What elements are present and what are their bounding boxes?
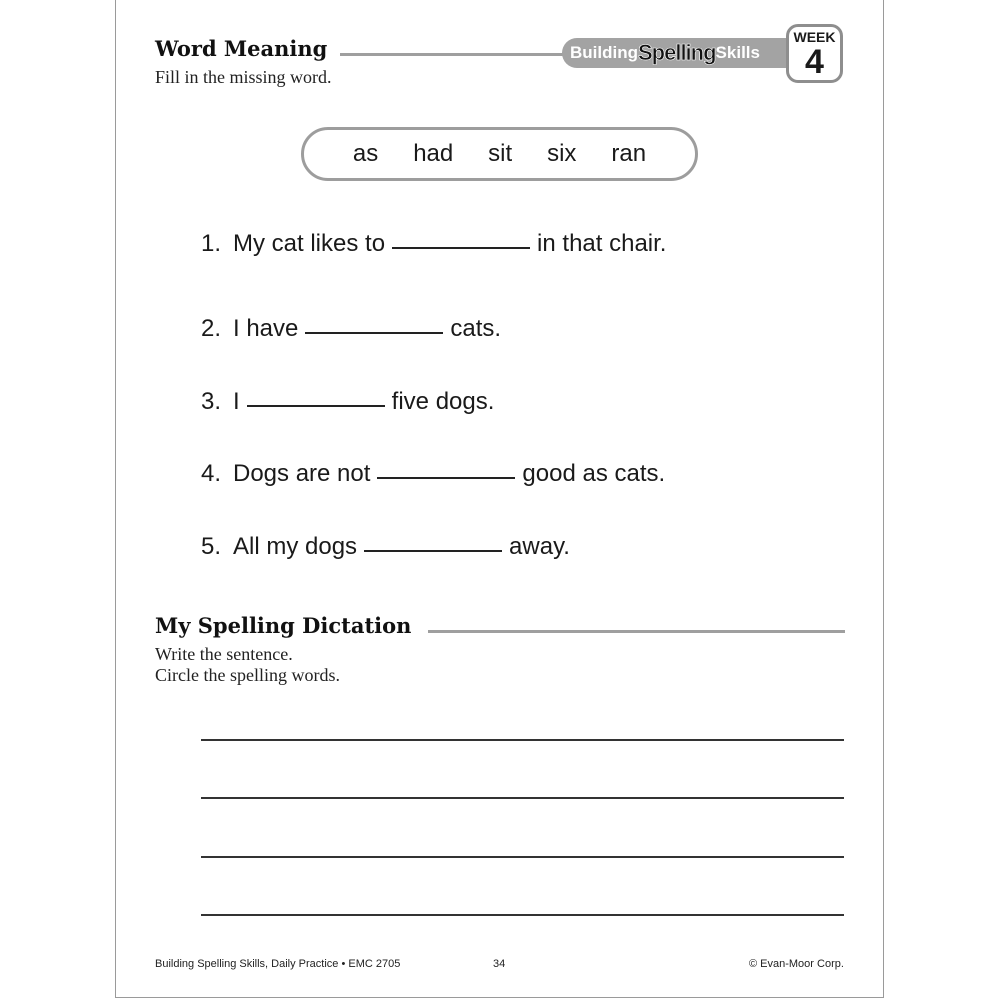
word-bank-item: six — [547, 140, 577, 167]
dictation-instruction-1: Write the sentence. — [155, 644, 293, 664]
question-text-after: good as cats. — [522, 460, 666, 487]
question-number: 1. — [201, 230, 222, 257]
title-rule — [428, 630, 845, 633]
question-5 — [201, 533, 570, 561]
section-title-dictation: My Spelling Dictation — [155, 613, 412, 638]
question-number: 4. — [201, 460, 222, 487]
question-number: 3. — [201, 388, 222, 415]
banner-word-skills: Skills — [715, 43, 760, 62]
question-4 — [201, 460, 665, 488]
week-label: WEEK — [793, 29, 836, 45]
question-3 — [201, 388, 494, 416]
banner-word-spelling: Spelling — [637, 40, 716, 65]
writing-line[interactable] — [201, 914, 844, 916]
question-text-before: I — [233, 388, 240, 415]
word-bank-item: sit — [488, 140, 513, 167]
writing-line[interactable] — [201, 856, 844, 858]
question-text-after: away. — [509, 533, 570, 560]
banner-word-building: Building — [570, 43, 638, 62]
question-text-before: All my dogs — [233, 533, 358, 560]
section-instruction: Fill in the missing word. — [155, 67, 332, 87]
section-title-word-meaning: Word Meaning — [155, 36, 328, 61]
question-text-after: five dogs. — [391, 388, 495, 415]
footer-book-info: Building Spelling Skills, Daily Practice • EMC 2705 — [155, 958, 401, 970]
title-rule — [340, 53, 564, 56]
word-bank — [301, 127, 698, 181]
week-badge — [786, 24, 843, 83]
series-banner — [562, 38, 795, 68]
answer-blank[interactable] — [305, 331, 443, 334]
footer-page-number: 34 — [493, 958, 506, 970]
word-bank-item: ran — [611, 140, 647, 167]
question-text-after: in that chair. — [537, 230, 667, 257]
answer-blank[interactable] — [247, 404, 385, 407]
writing-line[interactable] — [201, 739, 844, 741]
question-text-before: I have — [233, 315, 299, 342]
question-number: 2. — [201, 315, 222, 342]
answer-blank[interactable] — [364, 549, 502, 552]
question-text-before: Dogs are not — [233, 460, 371, 487]
question-text-before: My cat likes to — [233, 230, 386, 257]
question-text-after: cats. — [450, 315, 502, 342]
word-bank-item: had — [413, 140, 454, 167]
question-1 — [201, 230, 666, 258]
week-number: 4 — [805, 43, 824, 81]
word-bank-item: as — [352, 140, 379, 167]
question-number: 5. — [201, 533, 222, 560]
writing-line[interactable] — [201, 797, 844, 799]
footer-copyright: © Evan-Moor Corp. — [749, 958, 844, 970]
answer-blank[interactable] — [377, 476, 515, 479]
question-2 — [201, 315, 501, 343]
answer-blank[interactable] — [392, 246, 530, 249]
dictation-instruction-2: Circle the spelling words. — [155, 665, 340, 685]
